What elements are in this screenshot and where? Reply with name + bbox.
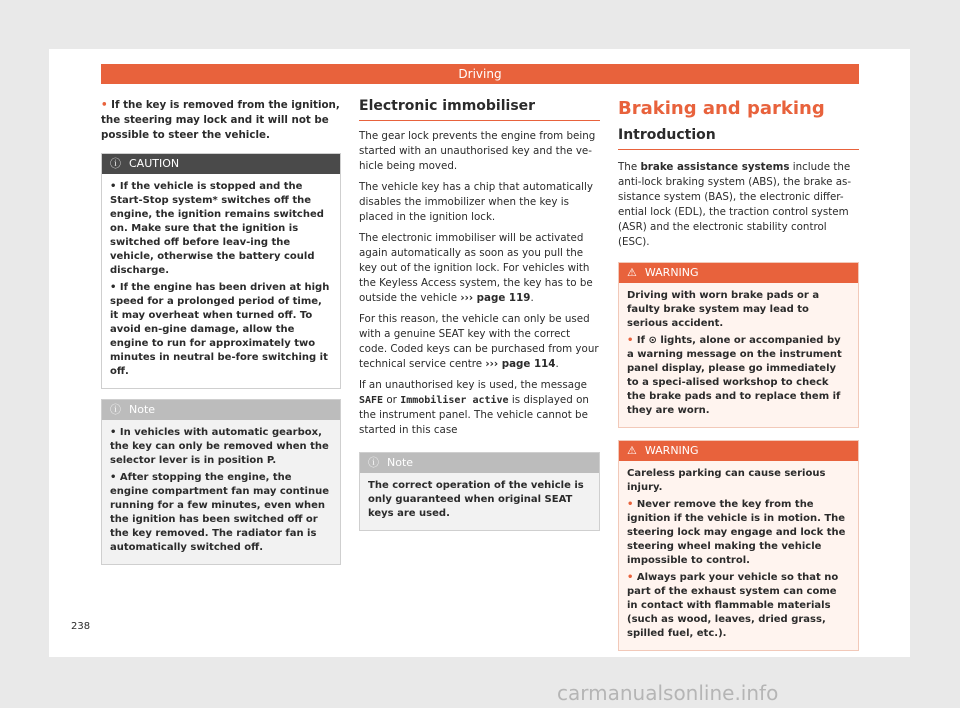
column-left xyxy=(101,98,341,565)
paragraph: The gear lock prevents the engine from being started with an unauthorised key and the ve-hicle being moved. xyxy=(359,130,596,172)
note-body xyxy=(360,473,599,530)
note-header xyxy=(360,453,599,473)
section-subtitle: Introduction xyxy=(618,127,859,150)
column-right xyxy=(618,98,859,651)
warning-triangle-icon: ⚠ xyxy=(627,444,637,457)
page-reference-link[interactable]: ››› page 119 xyxy=(460,292,531,304)
note-body xyxy=(102,420,340,564)
watermark: carmanualsonline.info xyxy=(557,681,779,705)
caution-item: • If the engine has been driven at high speed for a prolonged period of time, it may overheat when turned off. To avoid en-gine damage, allow the engine to run for approximately two minutes in neutral be-fore switching it off. xyxy=(110,282,330,377)
column-middle xyxy=(359,98,600,531)
warning-box xyxy=(618,262,859,428)
warning-item: • If ⊙ lights, alone or accompanied by a warning message on the instrument panel display, please go immediately to a speci-alised workshop to check the brake pads and to replace them if they are worn. xyxy=(627,335,842,416)
paragraph: The vehicle key has a chip that automatically disables the immobilizer when the key is placed in the ignition lock. xyxy=(359,181,593,223)
paragraph: For this reason, the vehicle can only be used with a genuine SEAT key with the correct code. Coded keys can be purchased from your technical service centre ››› page 114. xyxy=(359,313,599,370)
intro-bullet xyxy=(101,98,341,143)
paragraph: If an unauthorised key is used, the message SAFE or Immobiliser active is displayed on the instrument panel. The vehicle cannot be started in this case xyxy=(359,379,589,436)
note-box xyxy=(101,399,341,565)
section-header: Driving xyxy=(101,64,859,84)
warning-lead: Careless parking can cause serious injury. xyxy=(627,468,826,493)
display-message: SAFE xyxy=(359,395,384,406)
info-square-icon: ⓘ xyxy=(110,403,121,416)
note-header xyxy=(102,400,340,420)
info-square-icon: ⓘ xyxy=(368,456,379,469)
warning-header xyxy=(619,263,858,283)
warning-box xyxy=(618,440,859,651)
chapter-title: Braking and parking xyxy=(618,98,825,119)
paragraph: The brake assistance systems include the anti-lock braking system (ABS), the brake as-sistance system (BAS), the electronic differ-ential lock (EDL), the traction control system (ASR) and the electronic stability control (ESC). xyxy=(618,161,852,248)
section-heading: Electronic immobiliser xyxy=(359,98,600,121)
note-title: Note xyxy=(129,403,156,416)
warning-triangle-icon: ⚠ xyxy=(627,266,637,279)
note-title: Note xyxy=(387,456,414,469)
info-circle-icon: ⓘ xyxy=(110,157,121,170)
note-item: • In vehicles with automatic gearbox, the key can only be removed when the selector lever is in position P. xyxy=(110,427,329,466)
page-reference-link[interactable]: ››› page 114 xyxy=(485,358,556,370)
note-item: • After stopping the engine, the engine compartment fan may continue running for a few minutes, even when the ignition has been switched off or the key removed. The radiator fan is automatically switched off. xyxy=(110,472,329,553)
paragraph: The electronic immobiliser will be activated again automatically as soon as you pull the key out of the ignition lock. For vehicles with the Keyless Access system, the key has to be outside the vehicle ››› page 119. xyxy=(359,232,593,304)
warning-item: • Never remove the key from the ignition if the vehicle is in motion. The steering lock may engage and lock the steering wheel making the vehicle impossible to control. xyxy=(627,499,846,566)
caution-item: • If the vehicle is stopped and the Start-Stop system* switches off the engine, the ignition remains switched on. Make sure that the ignition is switched off before leav-ing the vehicle, otherwise the battery could discharge. xyxy=(110,181,324,276)
display-message: Immobiliser active xyxy=(400,395,509,406)
intro-bullet-text: If the key is removed from the ignition, the steering may lock and it will not be possible to steer the vehicle. xyxy=(101,99,340,141)
warning-lead: Driving with worn brake pads or a faulty brake system may lead to serious accident. xyxy=(627,290,820,329)
caution-box xyxy=(101,153,341,389)
note-box xyxy=(359,452,600,531)
caution-title: CAUTION xyxy=(129,157,180,170)
note-text: The correct operation of the vehicle is only guaranteed when original SEAT keys are used. xyxy=(368,480,584,519)
page-number: 238 xyxy=(71,621,91,632)
brake-warning-lamp-icon: ⊙ xyxy=(648,335,657,346)
warning-body xyxy=(619,461,858,650)
warning-title: WARNING xyxy=(644,266,699,279)
caution-header xyxy=(102,154,340,174)
warning-title: WARNING xyxy=(644,444,699,457)
bullet-icon: • xyxy=(101,99,112,111)
warning-header xyxy=(619,441,858,461)
caution-body xyxy=(102,174,340,388)
warning-body xyxy=(619,283,858,427)
warning-item: • Always park your vehicle so that no part of the exhaust system can come in contact with flammable materials (such as wood, leaves, dried grass, spilled fuel, etc.). xyxy=(627,572,839,639)
